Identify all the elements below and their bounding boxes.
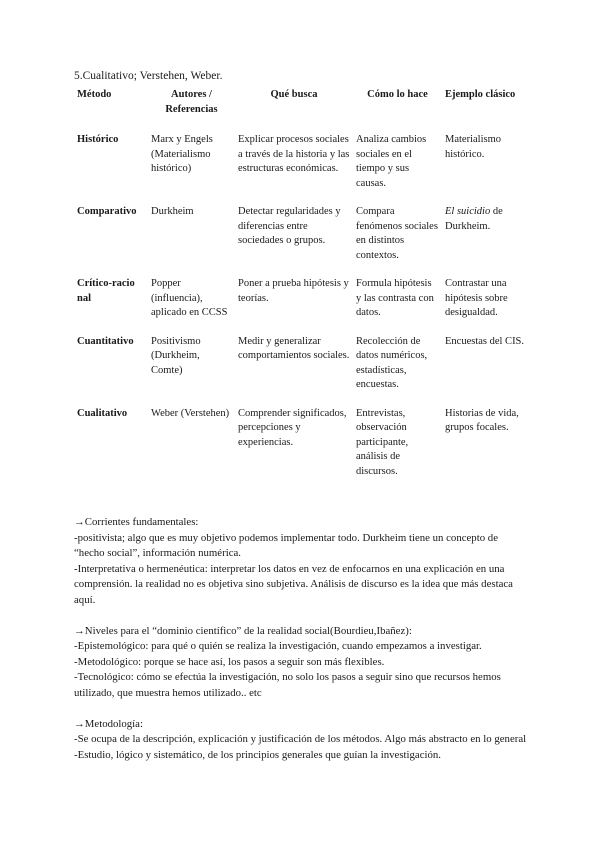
book-title: El suicidio (445, 206, 491, 217)
cell-how: Analiza cambios sociales en el tiempo y sus causas. (356, 134, 427, 189)
book-author: de Durkheim. (445, 206, 503, 232)
header-seeks: Qué busca (270, 89, 318, 100)
cell-example (442, 205, 534, 277)
table-row (74, 335, 534, 407)
notes-section (74, 515, 530, 778)
notes-title: →Metodología: (74, 717, 143, 730)
notes-block-methodology (74, 717, 530, 764)
notes-line: -Se ocupa de la descripción, explicación y justificación de los métodos. Algo más abstracto en lo general (74, 733, 527, 746)
cell-example: Contrastar una hipótesis sobre desigualdad. (445, 278, 508, 318)
header-how: Cómo lo hace (367, 89, 428, 100)
cell-authors: Marx y Engels (Materialismo histórico) (151, 134, 213, 174)
cell-method: Cualitativo (77, 407, 128, 419)
table-row (74, 133, 534, 205)
notes-line: -positivista; algo que es muy objetivo podemos implementar todo. Durkheim tiene un concepto de “hecho social”, información numérica. (74, 531, 498, 560)
cell-method: Cuantitativo (77, 335, 134, 347)
notes-title: →Corrientes fundamentales: (74, 516, 199, 528)
notes-line: -Tecnológico: cómo se efectúa la investigación, no solo los pasos a seguir sino que recursos hemos utilizado, que muestra hemos utilizado.. etc (74, 671, 501, 699)
cell-seeks: Explicar procesos sociales a través de la historia y las estructuras económicas. (238, 134, 350, 174)
notes-line: -Epistemológico: para qué o quién se realiza la investigación, cuando empezamos a investigar. (74, 640, 482, 653)
notes-line: -Estudio, lógico y sistemático, de los principios generales que guían la investigación. (74, 748, 442, 761)
cell-how: Formula hipótesis y las contrasta con datos. (356, 278, 434, 318)
cell-authors: Weber (Verstehen) (151, 407, 230, 419)
cell-example: Encuestas del CIS. (445, 335, 525, 347)
table-header-row (74, 88, 534, 133)
cell-authors: Popper (influencia), aplicado en CCSS (151, 278, 228, 318)
table-row (74, 407, 534, 494)
cell-how: Compara fenómenos sociales en distintos contextos. (356, 206, 438, 261)
page-heading: 5.Cualitativo; Verstehen, Weber. (74, 70, 223, 82)
cell-method: Crítico-racio nal (77, 278, 135, 304)
cell-example: Materialismo histórico. (445, 134, 501, 160)
header-example: Ejemplo clásico (445, 89, 516, 100)
cell-example: Historias de vida, grupos focales. (445, 407, 519, 433)
table-row (74, 277, 534, 335)
cell-how: Recolección de datos numéricos, estadísticas, encuestas. (356, 335, 428, 390)
notes-line: -Metodológico: porque se hace así, los pasos a seguir son más flexibles. (74, 655, 385, 668)
cell-seeks: Detectar regularidades y diferencias entre sociedades o grupos. (238, 206, 341, 246)
notes-title: →Niveles para el “dominio científico” de la realidad social(Bourdieu,Ibañez): (74, 624, 412, 637)
cell-authors: Durkheim (151, 206, 194, 217)
cell-seeks: Medir y generalizar comportamientos sociales. (238, 335, 350, 361)
cell-authors: Positivismo (Durkheim, Comte) (151, 335, 201, 376)
header-method: Método (77, 89, 112, 100)
header-authors: Autores / Referencias (165, 89, 218, 115)
notes-block-levels (74, 624, 530, 702)
cell-method: Comparativo (77, 206, 137, 217)
cell-seeks: Comprender significados, percepciones y experiencias. (238, 407, 347, 448)
table-row (74, 205, 534, 277)
notes-block-currents (74, 515, 530, 609)
document-page (74, 70, 534, 493)
notes-line: -Interpretativa o hermenéutica: interpretar los datos en vez de enfocarnos en una explicación en una comprensión. la realidad no es objetiva sino subjetiva. Análisis de discurso es la idea que más destaca aquí. (74, 562, 513, 606)
methods-table (74, 88, 534, 493)
cell-seeks: Poner a prueba hipótesis y teorías. (238, 278, 349, 304)
cell-method: Histórico (77, 134, 119, 145)
cell-how: Entrevistas, observación participante, análisis de discursos. (356, 407, 409, 477)
